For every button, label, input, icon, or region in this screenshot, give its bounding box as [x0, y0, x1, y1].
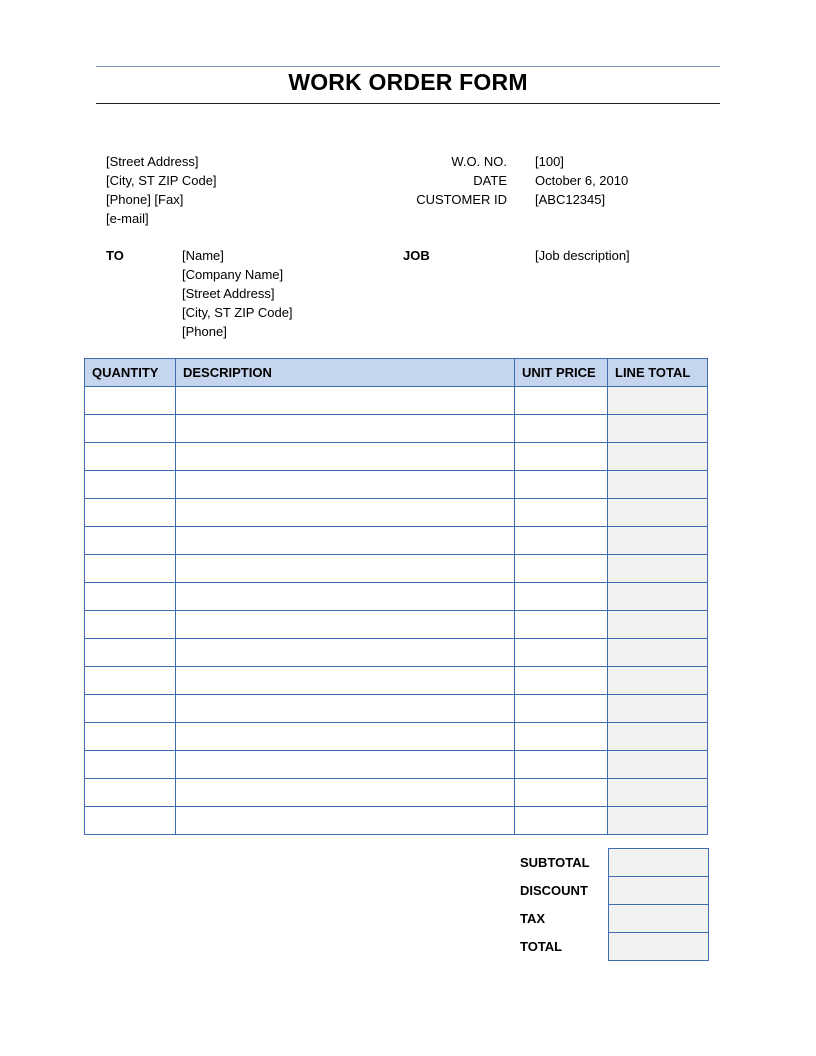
description-cell[interactable] — [176, 807, 515, 835]
total-label: TOTAL — [520, 939, 563, 954]
total-value[interactable] — [608, 933, 708, 961]
meta-values — [535, 152, 628, 209]
table-row — [85, 695, 708, 723]
quantity-cell[interactable] — [85, 639, 176, 667]
description-cell[interactable] — [176, 667, 515, 695]
line-total-cell[interactable] — [608, 751, 708, 779]
line-total-cell[interactable] — [608, 443, 708, 471]
description-cell[interactable] — [176, 695, 515, 723]
quantity-cell[interactable] — [85, 415, 176, 443]
sender-address-block — [106, 152, 217, 228]
quantity-header: QUANTITY — [85, 359, 176, 387]
unit-price-cell[interactable] — [515, 499, 608, 527]
description-cell[interactable] — [176, 611, 515, 639]
table-row — [85, 387, 708, 415]
sender-city: [City, ST ZIP Code] — [106, 173, 217, 188]
title-bottom-rule — [96, 103, 720, 104]
subtotal-row — [505, 849, 708, 877]
line-total-cell[interactable] — [608, 415, 708, 443]
table-row — [85, 807, 708, 835]
tax-value[interactable] — [608, 905, 708, 933]
description-cell[interactable] — [176, 387, 515, 415]
recipient-name[interactable]: [Name] — [182, 248, 224, 263]
customer-id-value[interactable]: [ABC12345] — [535, 192, 606, 207]
unit-price-cell[interactable] — [515, 611, 608, 639]
description-cell[interactable] — [176, 443, 515, 471]
line-total-cell[interactable] — [608, 639, 708, 667]
sender-street: [Street Address] — [106, 154, 199, 169]
sender-email: [e-mail] — [106, 211, 149, 226]
recipient-phone[interactable]: [Phone] — [182, 324, 227, 339]
line-total-cell[interactable] — [608, 387, 708, 415]
quantity-cell[interactable] — [85, 695, 176, 723]
recipient-company[interactable]: [Company Name] — [182, 267, 284, 282]
line-items-table — [84, 358, 708, 835]
date-value[interactable]: October 6, 2010 — [535, 173, 629, 188]
unit-price-cell[interactable] — [515, 695, 608, 723]
totals-table — [505, 848, 709, 961]
description-header: DESCRIPTION — [176, 359, 515, 387]
table-row — [85, 723, 708, 751]
unit-price-cell[interactable] — [515, 807, 608, 835]
quantity-cell[interactable] — [85, 555, 176, 583]
table-row — [85, 779, 708, 807]
to-label: TO — [106, 248, 124, 263]
tax-label: TAX — [520, 911, 546, 926]
table-row — [85, 443, 708, 471]
table-row — [85, 583, 708, 611]
sender-phone-fax: [Phone] [Fax] — [106, 192, 184, 207]
recipient-city[interactable]: [City, ST ZIP Code] — [182, 305, 293, 320]
unit-price-header: UNIT PRICE — [515, 359, 608, 387]
quantity-cell[interactable] — [85, 779, 176, 807]
line-total-cell[interactable] — [608, 611, 708, 639]
description-cell[interactable] — [176, 415, 515, 443]
description-cell[interactable] — [176, 779, 515, 807]
unit-price-cell[interactable] — [515, 527, 608, 555]
line-total-cell[interactable] — [608, 583, 708, 611]
meta-labels — [380, 152, 507, 209]
customer-id-label: CUSTOMER ID — [416, 192, 507, 207]
description-cell[interactable] — [176, 583, 515, 611]
line-total-cell[interactable] — [608, 555, 708, 583]
table-header-row — [85, 359, 708, 387]
description-cell[interactable] — [176, 723, 515, 751]
table-row — [85, 667, 708, 695]
job-description[interactable]: [Job description] — [535, 248, 630, 263]
line-total-cell[interactable] — [608, 527, 708, 555]
quantity-cell[interactable] — [85, 499, 176, 527]
quantity-cell[interactable] — [85, 387, 176, 415]
line-total-cell[interactable] — [608, 779, 708, 807]
unit-price-cell[interactable] — [515, 779, 608, 807]
job-label: JOB — [403, 248, 430, 263]
line-total-cell[interactable] — [608, 471, 708, 499]
total-row — [505, 933, 708, 961]
unit-price-cell[interactable] — [515, 639, 608, 667]
table-row — [85, 527, 708, 555]
table-row — [85, 751, 708, 779]
line-total-cell[interactable] — [608, 807, 708, 835]
discount-label: DISCOUNT — [520, 883, 588, 898]
description-cell[interactable] — [176, 555, 515, 583]
page-title: WORK ORDER FORM — [288, 69, 528, 95]
table-row — [85, 555, 708, 583]
recipient-street[interactable]: [Street Address] — [182, 286, 275, 301]
table-row — [85, 611, 708, 639]
table-row — [85, 499, 708, 527]
discount-value[interactable] — [608, 877, 708, 905]
quantity-cell[interactable] — [85, 471, 176, 499]
discount-row — [505, 877, 708, 905]
table-row — [85, 639, 708, 667]
quantity-cell[interactable] — [85, 443, 176, 471]
quantity-cell[interactable] — [85, 723, 176, 751]
subtotal-value[interactable] — [608, 849, 708, 877]
unit-price-cell[interactable] — [515, 555, 608, 583]
unit-price-cell[interactable] — [515, 751, 608, 779]
unit-price-cell[interactable] — [515, 471, 608, 499]
quantity-cell[interactable] — [85, 611, 176, 639]
unit-price-cell[interactable] — [515, 415, 608, 443]
line-total-cell[interactable] — [608, 667, 708, 695]
description-cell[interactable] — [176, 471, 515, 499]
table-row — [85, 415, 708, 443]
quantity-cell[interactable] — [85, 667, 176, 695]
line-total-cell[interactable] — [608, 695, 708, 723]
unit-price-cell[interactable] — [515, 387, 608, 415]
description-cell[interactable] — [176, 639, 515, 667]
line-total-cell[interactable] — [608, 723, 708, 751]
quantity-cell[interactable] — [85, 751, 176, 779]
tax-row — [505, 905, 708, 933]
line-total-cell[interactable] — [608, 499, 708, 527]
unit-price-cell[interactable] — [515, 723, 608, 751]
table-row — [85, 471, 708, 499]
wo-number-value[interactable]: [100] — [535, 154, 564, 169]
quantity-cell[interactable] — [85, 583, 176, 611]
unit-price-cell[interactable] — [515, 583, 608, 611]
unit-price-cell[interactable] — [515, 667, 608, 695]
line-total-header: LINE TOTAL — [608, 359, 708, 387]
quantity-cell[interactable] — [85, 807, 176, 835]
subtotal-label: SUBTOTAL — [520, 855, 590, 870]
description-cell[interactable] — [176, 499, 515, 527]
recipient-block — [182, 246, 293, 341]
title-top-rule — [96, 66, 720, 67]
date-label: DATE — [473, 173, 507, 188]
unit-price-cell[interactable] — [515, 443, 608, 471]
description-cell[interactable] — [176, 527, 515, 555]
description-cell[interactable] — [176, 751, 515, 779]
quantity-cell[interactable] — [85, 527, 176, 555]
wo-number-label: W.O. NO. — [451, 154, 507, 169]
